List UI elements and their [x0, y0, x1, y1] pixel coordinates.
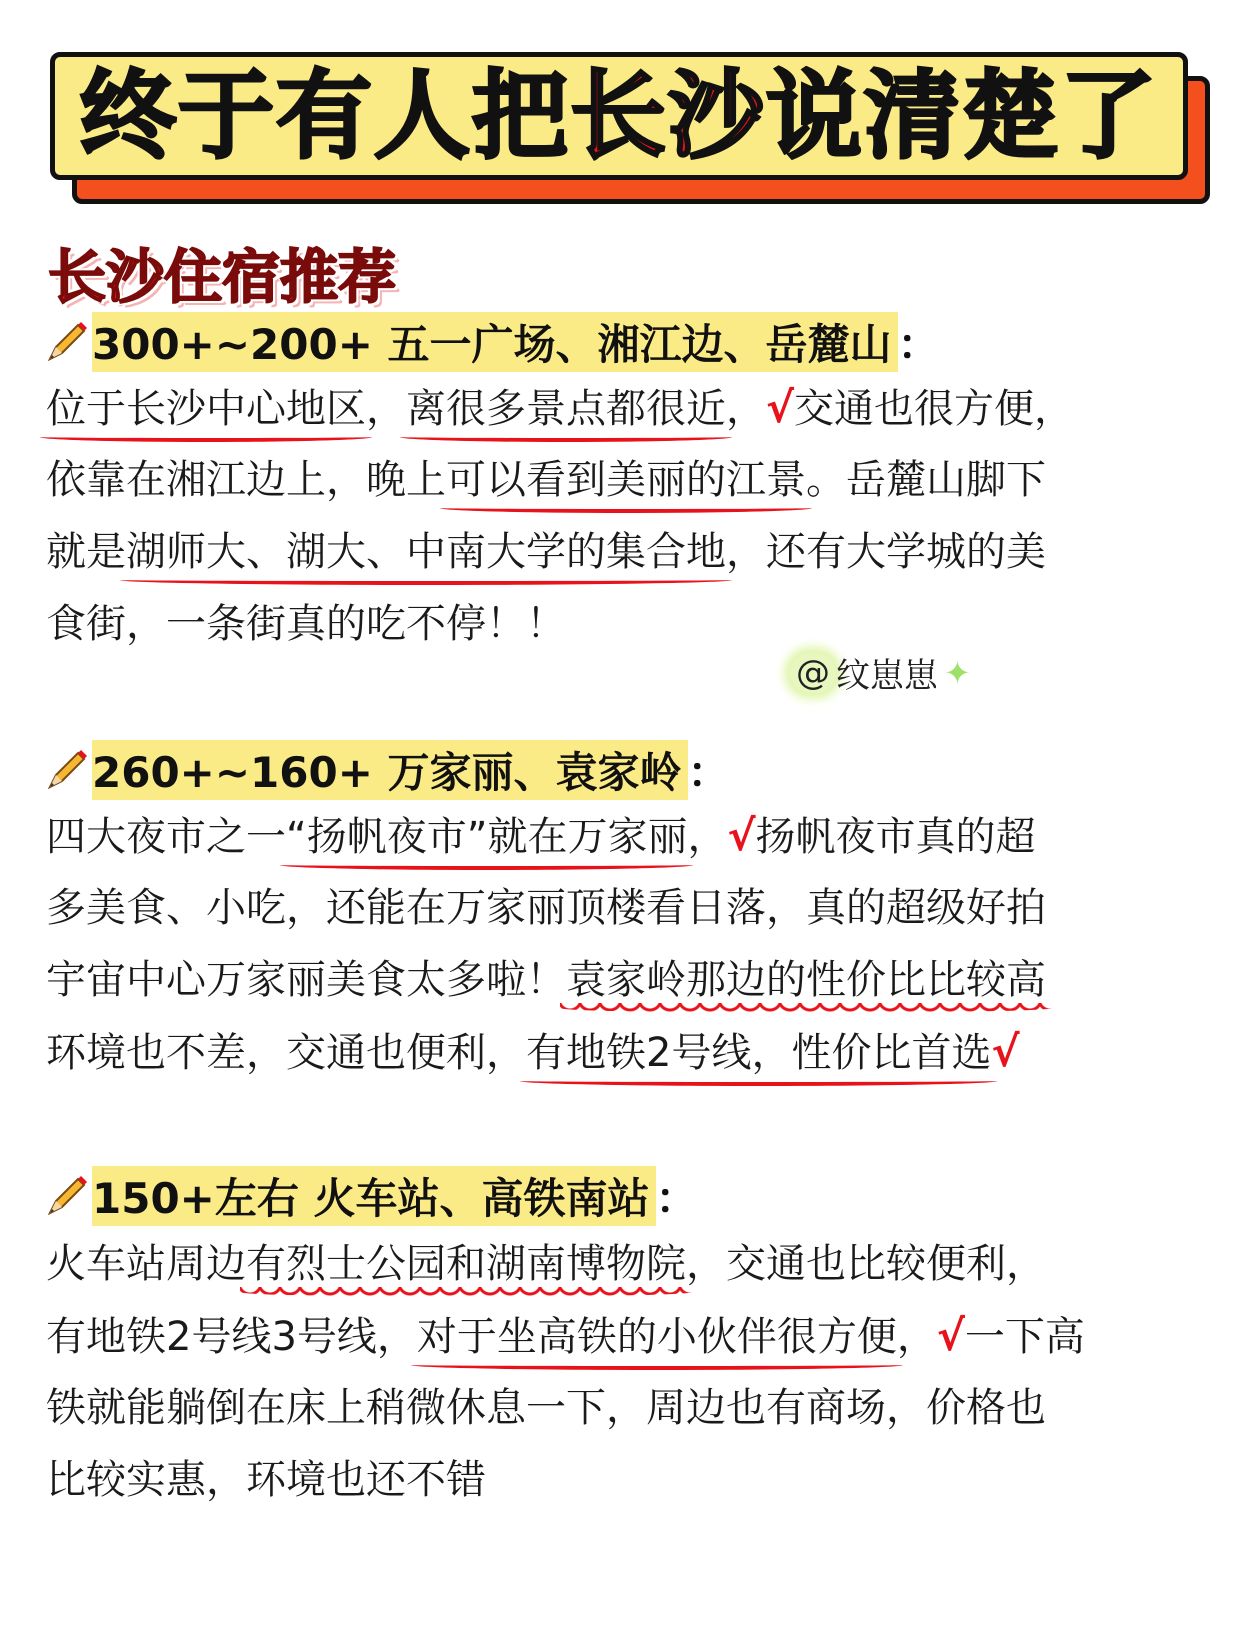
pencil-icon [44, 319, 90, 365]
title-part-city: 长沙 [570, 60, 766, 172]
paragraph-line: 比较实惠，环境也还不错 [46, 1457, 486, 1503]
check-mark-icon: √ [991, 1027, 1020, 1076]
underlined-phrase: 有地铁2号线，性价比首选 [526, 1030, 992, 1076]
underlined-phrase: 袁家岭那边的性价比比较高 [566, 957, 1046, 1003]
price-heading-2-text: 260+~160+ 万家丽、袁家岭 [92, 740, 688, 800]
paragraph-line: 位于长沙中心地区，离很多景点都很近，√交通也很方便， [46, 383, 1075, 432]
section-title: 长沙住宿推荐 [48, 243, 397, 311]
sparkle-icon: ✦ [944, 653, 971, 692]
title-part-3: 说清楚了 [766, 60, 1158, 172]
at-icon: @ [790, 653, 836, 693]
paragraph-line: 多美食、小吃，还能在万家丽顶楼看日落，真的超级好拍 [46, 885, 1046, 931]
heading-colon: ： [687, 748, 730, 797]
check-mark-icon: √ [766, 383, 795, 432]
price-heading-3-text: 150+左右 火车站、高铁南站 [92, 1166, 656, 1226]
heading-colon: ： [655, 1174, 698, 1223]
paragraph-line: 宇宙中心万家丽美食太多啦！袁家岭那边的性价比比较高 [46, 957, 1046, 1003]
paragraph-line: 有地铁2号线3号线，对于坐高铁的小伙伴很方便，√一下高 [46, 1311, 1085, 1360]
title-part-1: 终于有人把 [80, 60, 570, 172]
underlined-phrase: 对于坐高铁的小伙伴很方便 [416, 1314, 897, 1360]
paragraph-3 [46, 1228, 1216, 1516]
pencil-icon [44, 747, 90, 793]
heading-colon: ： [897, 320, 940, 369]
underlined-phrase: “扬帆夜市”就在万家丽 [286, 814, 688, 860]
paragraph-line: 食街，一条街真的吃不停！！ [46, 601, 566, 647]
paragraph-line: 环境也不差，交通也便利，有地铁2号线，性价比首选√ [46, 1027, 1020, 1076]
underlined-phrase: 湖师大、湖大、中南大学的集合地 [126, 529, 726, 575]
underlined-phrase: 位于长沙中心地区 [46, 386, 366, 432]
price-heading-2 [44, 740, 730, 800]
paragraph-line: 铁就能躺倒在床上稍微休息一下，周边也有商场，价格也 [46, 1385, 1046, 1431]
price-heading-1 [44, 312, 940, 372]
paragraph-line: 依靠在湘江边上，晚上可以看到美丽的江景。岳麓山脚下 [46, 457, 1046, 503]
title-banner [50, 52, 1188, 180]
underlined-phrase: 离很多景点都很近 [406, 386, 726, 432]
paragraph-line: 四大夜市之一“扬帆夜市”就在万家丽，√扬帆夜市真的超 [46, 811, 1036, 860]
price-heading-1-text: 300+~200+ 五一广场、湘江边、岳麓山 [92, 312, 898, 372]
paragraph-line: 火车站周边有烈士公园和湖南博物院，交通也比较便利， [46, 1241, 1046, 1287]
author-name: 纹崽崽 [836, 656, 938, 696]
price-heading-3 [44, 1166, 698, 1226]
author-watermark [790, 648, 971, 697]
check-mark-icon: √ [727, 811, 756, 860]
underlined-phrase: 可以看到美丽的江景 [446, 457, 806, 503]
paragraph-line: 就是湖师大、湖大、中南大学的集合地，还有大学城的美 [46, 529, 1046, 575]
underlined-phrase: 有烈士公园和湖南博物院 [246, 1241, 686, 1287]
page-title [80, 60, 1158, 172]
pencil-icon [44, 1173, 90, 1219]
paragraph-1 [46, 372, 1216, 660]
check-mark-icon: √ [936, 1311, 965, 1360]
paragraph-2 [46, 800, 1216, 1088]
